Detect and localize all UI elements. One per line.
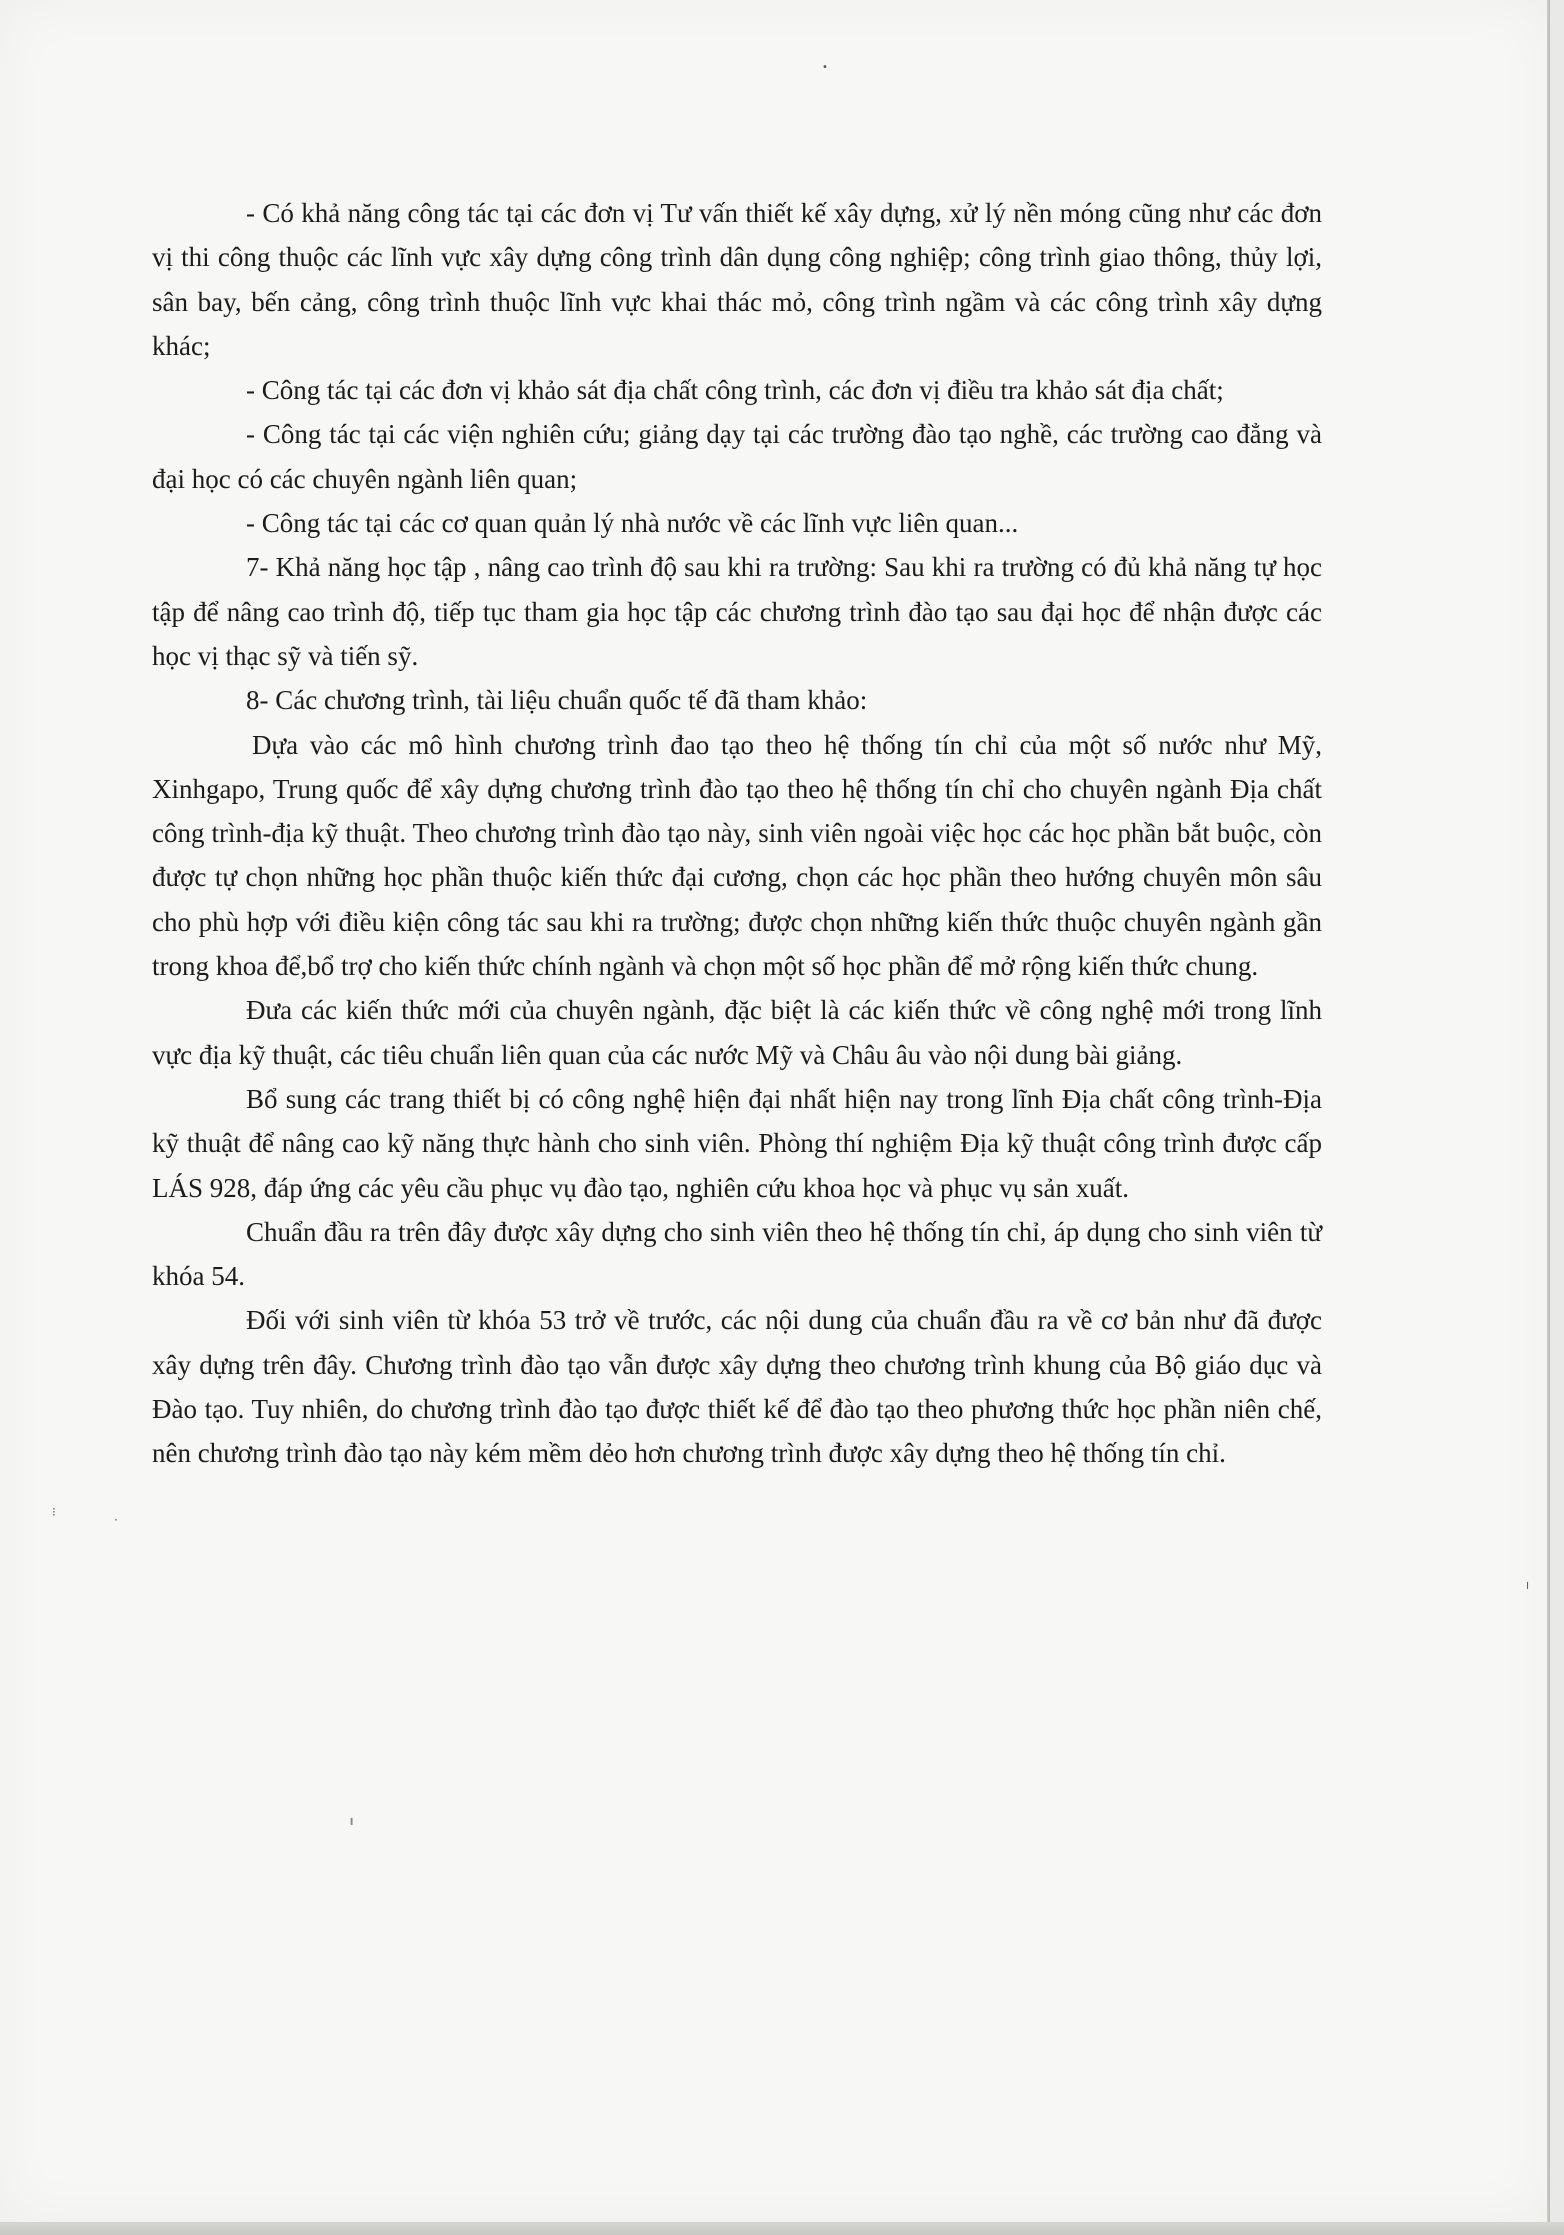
scan-speck: • <box>822 62 828 73</box>
paragraph-applicability: Chuẩn đầu ra trên đây được xây dựng cho sinh viên theo hệ thống tín chỉ, áp dụng cho sinh viên từ khóa 54. <box>152 1216 1322 1292</box>
paragraph-work-consulting: - Có khả năng công tác tại các đơn vị Tư vấn thiết kế xây dựng, xử lý nền móng cũng như các đơn vị thi công thuộc các lĩnh vực xây dựng công trình dân dụng công nghiệp; công trình giao thông, thủy lợi, sân bay, bến cảng, công trình thuộc lĩnh vực khai thác mỏ, công trình ngầm và các công trình xây dựng khác; <box>152 198 1322 361</box>
scan-speck: ⁝ <box>52 1505 56 1519</box>
paragraph-further-study: 7- Khả năng học tập , nâng cao trình độ sau khi ra trường: Sau khi ra trường có đủ khả năng tự học tập để nâng cao trình độ, tiếp tục tham gia học tập các chương trình đào tạo sau đại học để nhận được các học vị thạc sỹ và tiến sỹ. <box>152 552 1322 671</box>
paragraph-earlier-cohorts: Đối với sinh viên từ khóa 53 trở về trước, các nội dung của chuẩn đầu ra về cơ bản như đã được xây dựng trên đây. Chương trình đào tạo vẫn được xây dựng theo chương trình khung của Bộ giáo dục và Đào tạo. Tuy nhiên, do chương trình đào tạo được thiết kế để đào tạo theo phương thức học phần niên chế, nên chương trình đào tạo này kém mềm dẻo hơn chương trình được xây dựng theo hệ thống tín chỉ. <box>152 1305 1322 1469</box>
paragraph-references-heading: 8- Các chương trình, tài liệu chuẩn quốc tế đã tham khảo: <box>246 685 868 716</box>
scan-speck: ╹ <box>348 1818 356 1832</box>
paragraph-work-research: - Công tác tại các viện nghiên cứu; giảng dạy tại các trường đào tạo nghề, các trường cao đẳng và đại học có các chuyên ngành liên quan; <box>152 419 1322 494</box>
scan-speck: · <box>114 1513 118 1527</box>
paragraph-work-government: - Công tác tại các cơ quan quản lý nhà nước về các lĩnh vực liên quan... <box>246 508 1019 539</box>
paragraph-equipment: Bổ sung các trang thiết bị có công nghệ hiện đại nhất hiện nay trong lĩnh Địa chất công trình-Địa kỹ thuật để nâng cao kỹ năng thực hành cho sinh viên. Phòng thí nghiệm Địa kỹ thuật công trình được cấp LÁS 928, đáp ứng các yêu cầu phục vụ đào tạo, nghiên cứu khoa học và phục vụ sản xuất. <box>152 1083 1322 1203</box>
page-edge-bottom <box>0 2222 1564 2235</box>
paragraph-work-survey: - Công tác tại các đơn vị khảo sát địa chất công trình, các đơn vị điều tra khảo sát địa chất; <box>246 375 1224 406</box>
paragraph-curriculum-models: Dựa vào các mô hình chương trình đao tạo theo hệ thống tín chỉ của một số nước như Mỹ, Xinhgapo, Trung quốc để xây dựng chương trình đào tạo theo hệ thống tín chỉ cho chuyên ngành Địa chất công trình-địa kỹ thuật. Theo chương trình đào tạo này, sinh viên ngoài việc học các học phần bắt buộc, còn được tự chọn những học phần thuộc kiến thức đại cương, chọn các học phần theo hướng chuyên môn sâu cho phù hợp với điều kiện công tác sau khi ra trường; được chọn những kiến thức thuộc chuyên ngành gần trong khoa để,bổ trợ cho kiến thức chính ngành và chọn một số học phần để mở rộng kiến thức chung. <box>152 729 1322 982</box>
page-edge-right <box>1547 0 1550 2222</box>
scan-speck: ╷ <box>1524 1575 1532 1589</box>
document-body <box>152 191 1322 1476</box>
paragraph-new-knowledge: Đưa các kiến thức mới của chuyên ngành, đặc biệt là các kiến thức về công nghệ mới trong lĩnh vực địa kỹ thuật, các tiêu chuẩn liên quan của các nước Mỹ và Châu âu vào nội dung bài giảng. <box>152 995 1322 1070</box>
